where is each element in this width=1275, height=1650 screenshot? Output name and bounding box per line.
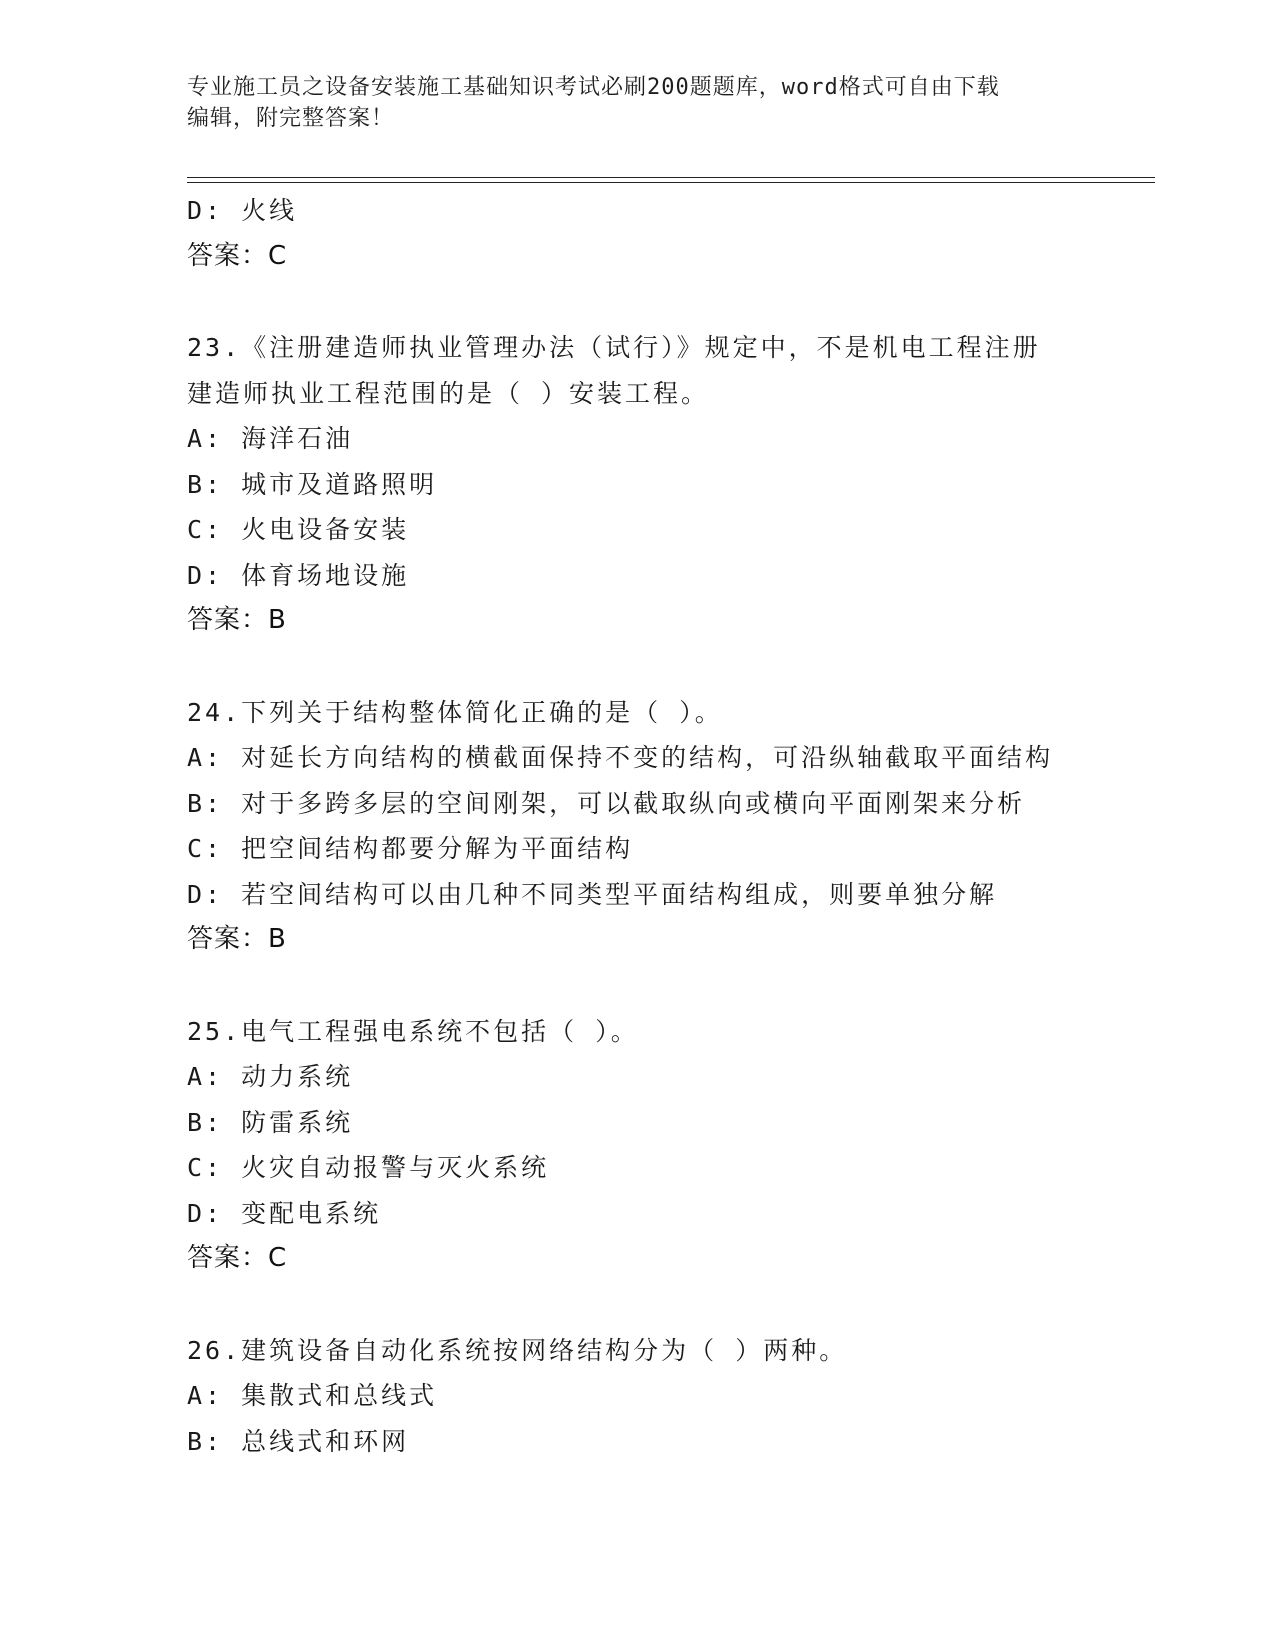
option-d: D: 火线: [187, 196, 298, 225]
option-b: B: 对于多跨多层的空间刚架，可以截取纵向或横向平面刚架来分析: [187, 788, 1026, 818]
option-b: B: 防雷系统: [187, 1107, 354, 1137]
answer-line: 答案：B: [187, 605, 287, 635]
question-23: [187, 325, 1087, 644]
header-title-line-2: 编辑，附完整答案！: [187, 106, 395, 131]
question-stem-continued: 建造师执业工程范围的是（ ）安装工程。: [187, 378, 710, 408]
question-24: [187, 690, 1087, 963]
option-a: A: 集散式和总线式: [187, 1381, 438, 1410]
question-stem: 24.下列关于结构整体简化正确的是（ ）。: [187, 697, 723, 727]
spacer: [187, 963, 1087, 1009]
spacer: [187, 644, 1087, 690]
option-c: C: 火电设备安装: [187, 515, 410, 544]
option-a: A: 海洋石油: [187, 424, 354, 453]
document-body: [187, 188, 1087, 1464]
answer-line: 答案：C: [187, 1243, 288, 1273]
answer-line: 答案：B: [187, 924, 287, 954]
option-d: D: 变配电系统: [187, 1198, 382, 1228]
answer-line: 答案：C: [187, 240, 288, 271]
option-a: A: 动力系统: [187, 1062, 354, 1091]
spacer: [187, 1282, 1087, 1328]
option-d: D: 体育场地设施: [187, 560, 410, 590]
question-25: [187, 1009, 1087, 1282]
option-c: C: 火灾自动报警与灭火系统: [187, 1153, 550, 1182]
question-26: [187, 1328, 1087, 1465]
option-d: D: 若空间结构可以由几种不同类型平面结构组成，则要单独分解: [187, 879, 998, 909]
header-divider-top: [187, 177, 1155, 178]
option-c: C: 把空间结构都要分解为平面结构: [187, 834, 634, 863]
option-a: A: 对延长方向结构的横截面保持不变的结构，可沿纵轴截取平面结构: [187, 743, 1054, 772]
question-stem: 23.《注册建造师执业管理办法（试行）》规定中，不是机电工程注册: [187, 333, 1041, 362]
document-header: [187, 72, 1067, 134]
spacer: [187, 279, 1087, 325]
option-b: B: 城市及道路照明: [187, 469, 438, 499]
header-divider-bottom: [187, 182, 1155, 183]
question-22-partial: [187, 188, 1087, 279]
option-b: B: 总线式和环网: [187, 1426, 410, 1456]
header-title-line-1: 专业施工员之设备安装施工基础知识考试必刷200题题库，word格式可自由下载: [187, 75, 1000, 100]
question-stem: 25.电气工程强电系统不包括（ ）。: [187, 1016, 639, 1046]
question-stem: 26.建筑设备自动化系统按网络结构分为（ ）两种。: [187, 1335, 848, 1365]
